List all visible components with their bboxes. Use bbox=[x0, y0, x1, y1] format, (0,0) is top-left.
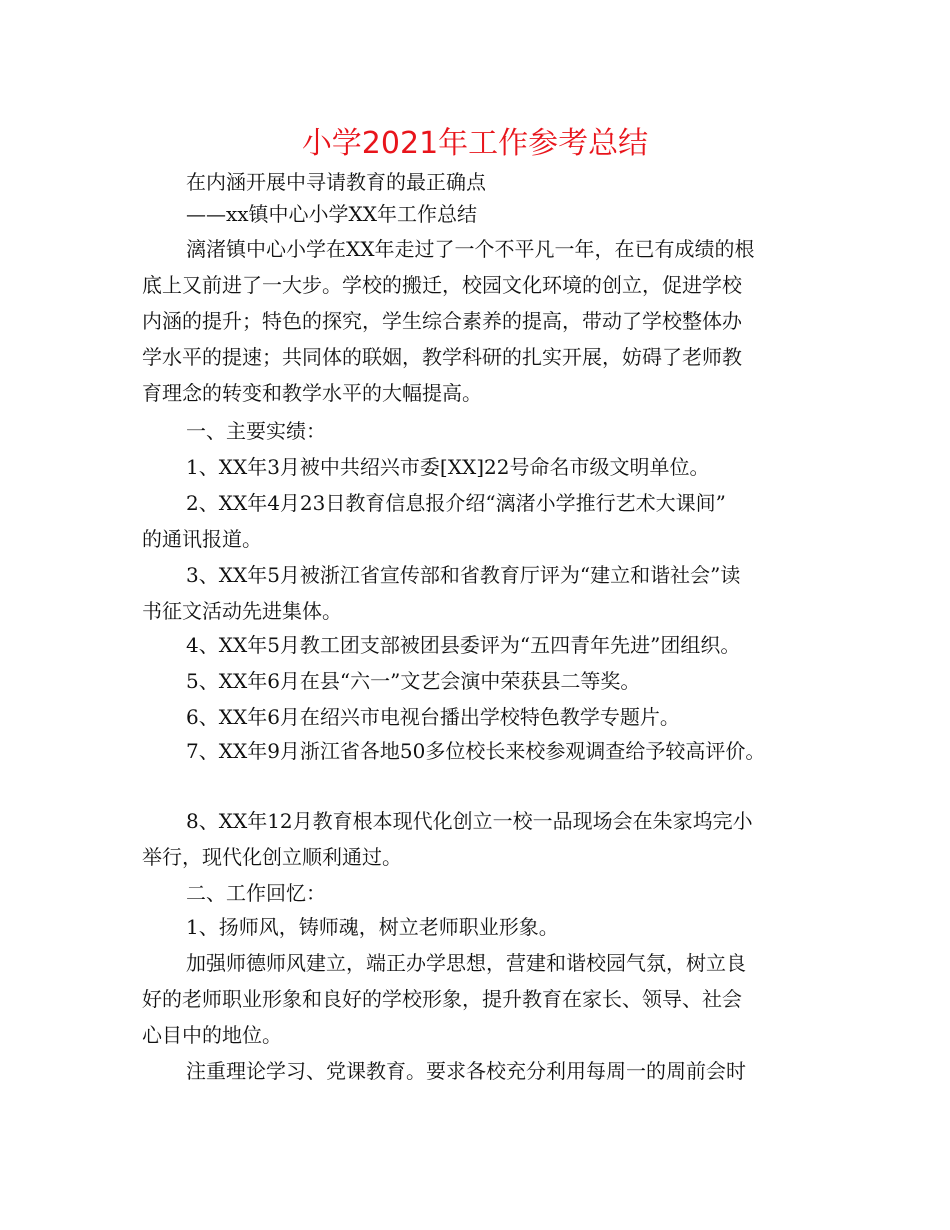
list-item: 3、XX年5月被浙江省宣传部和省教育厅评为“建立和谐社会”读 bbox=[186, 563, 741, 587]
list-item: 6、XX年6月在绍兴市电视台播出学校特色教学专题片。 bbox=[186, 705, 680, 729]
list-item: 8、XX年12月教育根本现代化创立一校一品现场会在朱家坞完小 bbox=[186, 809, 753, 833]
list-item: 7、XX年9月浙江省各地50多位校长来校参观调查给予较高评价。 bbox=[186, 739, 766, 763]
paragraph-line: 加强师德师风建立，端正办学思想，营建和谐校园气氛，树立良 bbox=[186, 951, 746, 975]
page-title: 小学2021年工作参考总结 bbox=[301, 126, 649, 161]
list-item: 4、XX年5月教工团支部被团县委评为“五四青年先进”团组织。 bbox=[186, 633, 741, 657]
subtitle-line: 在内涵开展中寻请教育的最正确点 bbox=[186, 170, 486, 194]
paragraph-line: 育理念的转变和教学水平的大幅提高。 bbox=[142, 381, 482, 405]
list-item: 2、XX年4月23日教育信息报介绍“漓渚小学推行艺术大课间” bbox=[186, 491, 726, 515]
list-item: 5、XX年6月在县“六一”文艺会演中荣获县二等奖。 bbox=[186, 669, 641, 693]
list-item: 1、扬师风，铸师魂，树立老师职业形象。 bbox=[186, 915, 559, 939]
paragraph-line: 心目中的地位。 bbox=[142, 1023, 282, 1047]
paragraph-line: 好的老师职业形象和良好的学校形象，提升教育在家长、领导、社会 bbox=[142, 987, 742, 1011]
paragraph-line: 注重理论学习、党课教育。要求各校充分利用每周一的周前会时 bbox=[186, 1059, 746, 1083]
list-item: 1、XX年3月被中共绍兴市委[XX]22号命名市级文明单位。 bbox=[186, 455, 710, 479]
paragraph-line: 漓渚镇中心小学在XX年走过了一个不平凡一年，在已有成绩的根 bbox=[186, 237, 755, 261]
subtitle-line: ——xx镇中心小学XX年工作总结 bbox=[186, 202, 478, 226]
paragraph-line: 内涵的提升；特色的探究，学生综合素养的提高，带动了学校整体办 bbox=[142, 309, 742, 333]
list-item: 举行，现代化创立顺利通过。 bbox=[142, 845, 402, 869]
list-item: 书征文活动先进集体。 bbox=[142, 599, 342, 623]
list-item: 的通讯报道。 bbox=[142, 527, 262, 551]
section-heading: 二、工作回忆： bbox=[186, 881, 326, 905]
paragraph-line: 学水平的提速；共同体的联姻，教学科研的扎实开展，妨碍了老师教 bbox=[142, 345, 742, 369]
paragraph-line: 底上又前进了一大步。学校的搬迁，校园文化环境的创立，促进学校 bbox=[142, 273, 742, 297]
section-heading: 一、主要实绩： bbox=[186, 419, 326, 443]
